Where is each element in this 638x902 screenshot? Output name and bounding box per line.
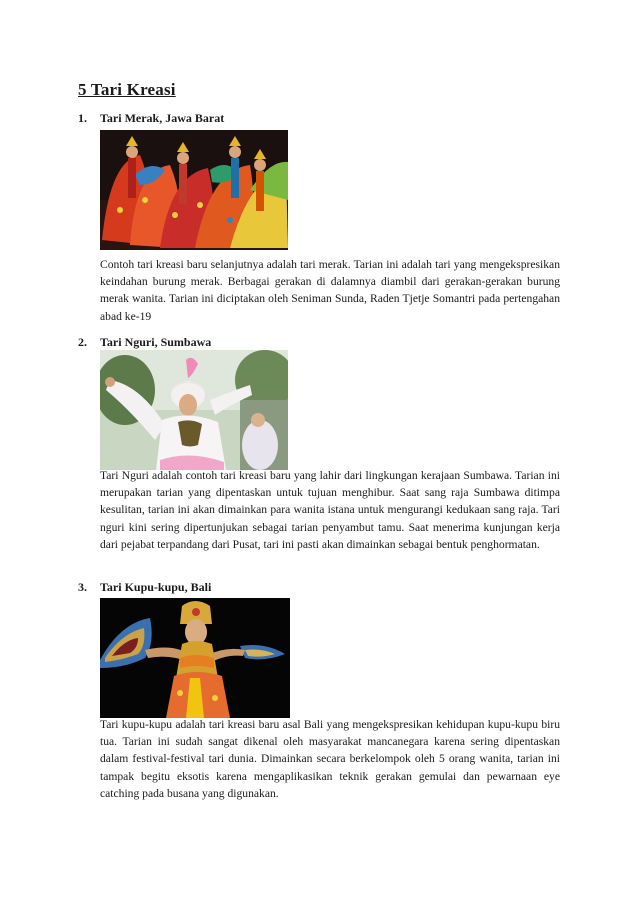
tari-merak-photo	[100, 130, 288, 250]
section-2-number: 2.	[78, 335, 87, 349]
section-1-text: Contoh tari kreasi baru selanjutnya adalah tari merak. Tarian ini adalah tari yang mengekspresikan keindahan burung merak. Berbagai gerakan di dalamnya diambil dari gerakan-gerakan burung merak wanita. Tarian ini diciptakan oleh Seniman Sunda, Raden Tjetje Somantri pada pertengahan abad ke-19	[100, 258, 560, 323]
section-3-heading: Tari Kupu-kupu, Bali	[100, 580, 212, 594]
section-3-number: 3.	[78, 580, 87, 594]
section-1-heading: Tari Merak, Jawa Barat	[100, 111, 225, 125]
section-2-text: Tari Nguri adalah contoh tari kreasi baru yang lahir dari lingkungan kerajaan Sumbawa. Tarian ini merupakan tarian yang dipentaskan untuk tujuan menghibur. Saat sang raja Sumbawa ditimpa kesulitan, tarian ini akan dimainkan para wanita istana untuk mengurangi kedukaan sang raja. Tari nguri kini sering dipertunjukan sebagai tarian penyambut tamu. Saat menerima kunjungan kerja dari pejabat terpandang dari Pusat, tari ini pasti akan dimainkan sebagai bentuk penghormatan.	[100, 469, 560, 551]
section-1-number: 1.	[78, 111, 87, 125]
tari-nguri-photo	[100, 350, 288, 470]
section-3-text: Tari kupu-kupu adalah tari kreasi baru asal Bali yang mengekspresikan kehidupan kupu-kupu biru tua. Tarian ini sudah sangat dikenal oleh masyarakat mancanegara karena sering dipentaskan dalam festival-festival tari dunia. Dimainkan secara berkelompok oleh 5 orang wanita, tarian ini tampak begitu eksotis karena mengaplikasikan teknik gerakan gemulai dan pewarnaan eye catching pada busana yang digunakan.	[100, 718, 560, 800]
page-title: 5 Tari Kreasi	[78, 80, 176, 99]
section-2-heading: Tari Nguri, Sumbawa	[100, 335, 212, 349]
tari-kupu-kupu-photo	[100, 598, 290, 718]
